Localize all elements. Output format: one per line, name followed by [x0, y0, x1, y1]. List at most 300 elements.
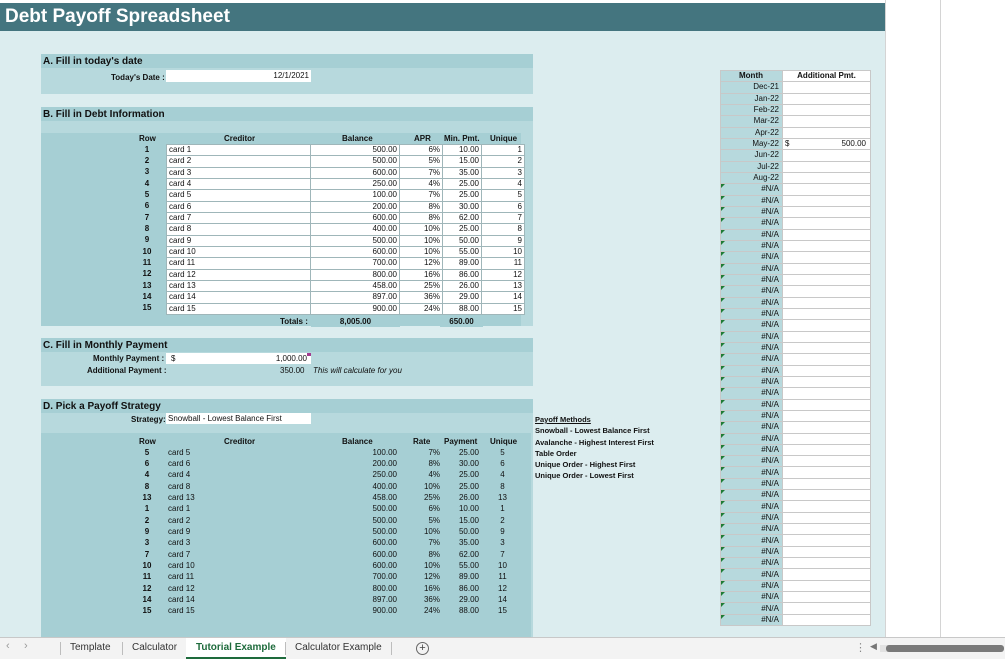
table-row: [128, 504, 524, 515]
creditor-cell[interactable]: card 15: [167, 303, 311, 314]
additional-pmt-cell[interactable]: [783, 229, 871, 240]
apr-cell[interactable]: 36%: [400, 292, 443, 303]
additional-pmt-cell[interactable]: [783, 501, 871, 512]
creditor-cell[interactable]: card 6: [167, 201, 311, 212]
table-row: [128, 492, 524, 503]
payoff-rate: 7%: [428, 538, 440, 548]
schedule-row: [721, 399, 871, 410]
additional-pmt-cell[interactable]: [783, 104, 871, 115]
additional-pmt-cell[interactable]: [783, 433, 871, 444]
horizontal-scrollbar-thumb[interactable]: [886, 645, 1004, 652]
payoff-creditor: card 11: [168, 572, 195, 582]
payoff-row-number: 13: [142, 492, 152, 502]
payoff-methods-heading: Payoff Methods: [535, 415, 591, 424]
table-row: [167, 167, 525, 178]
unique-cell[interactable]: 4: [482, 178, 525, 189]
debt-row-number-row: [128, 280, 166, 291]
payoff-rate: 8%: [428, 458, 440, 468]
payoff-method-item: Snowball - Lowest Balance First: [535, 426, 650, 436]
col-header-min-pmt: Min. Pmt.: [444, 134, 480, 143]
creditor-cell[interactable]: card 11: [167, 258, 311, 269]
balance-cell[interactable]: 500.00: [311, 235, 400, 246]
debt-row-number-row: [128, 167, 166, 178]
additional-pmt-cell[interactable]: [783, 116, 871, 127]
payoff-header-payment: Payment: [444, 437, 478, 446]
month-na-cell: #N/A: [721, 263, 783, 274]
debt-row-number: 2: [144, 155, 150, 165]
creditor-cell[interactable]: card 14: [167, 292, 311, 303]
balance-cell[interactable]: 458.00: [311, 280, 400, 291]
debt-row-number: 6: [144, 201, 150, 211]
payoff-row-number: 11: [142, 572, 152, 582]
schedule-row: [721, 456, 871, 467]
todays-date-input[interactable]: 12/1/2021: [166, 70, 311, 82]
month-cell: Jun-22: [721, 150, 783, 161]
additional-pmt-cell[interactable]: [783, 320, 871, 331]
apr-cell[interactable]: 4%: [400, 178, 443, 189]
payoff-header-unique: Unique: [490, 437, 518, 446]
additional-pmt-cell[interactable]: [783, 127, 871, 138]
month-cell: Aug-22: [721, 172, 783, 183]
tab-separator: [391, 642, 392, 655]
month-na-cell: #N/A: [721, 558, 783, 569]
additional-pmt-cell[interactable]: [783, 512, 871, 523]
min-pmt-cell[interactable]: 15.00: [443, 156, 482, 167]
apr-cell[interactable]: 10%: [400, 224, 443, 235]
creditor-cell[interactable]: card 13: [167, 280, 311, 291]
payoff-row-number: 2: [144, 515, 150, 525]
month-na-cell: #N/A: [721, 229, 783, 240]
payoff-creditor: card 13: [168, 492, 195, 502]
balance-cell[interactable]: 700.00: [311, 258, 400, 269]
month-cell: Feb-22: [721, 104, 783, 115]
schedule-row: [721, 467, 871, 478]
schedule-header-row: [721, 71, 871, 82]
min-pmt-cell[interactable]: 86.00: [443, 269, 482, 280]
payoff-balance: 600.00: [372, 538, 397, 548]
creditor-cell[interactable]: card 7: [167, 212, 311, 223]
payoff-payment: 25.00: [458, 481, 479, 491]
table-row: [128, 572, 524, 583]
additional-pmt-cell[interactable]: [783, 410, 871, 421]
total-min-payment: 650.00: [440, 316, 483, 327]
additional-pmt-cell[interactable]: [783, 93, 871, 104]
chevron-left-icon[interactable]: ‹: [6, 640, 10, 652]
balance-cell[interactable]: 500.00: [311, 156, 400, 167]
additional-pmt-cell[interactable]: [783, 240, 871, 251]
schedule-row: [721, 433, 871, 444]
additional-pmt-cell[interactable]: [783, 422, 871, 433]
schedule-row: [721, 365, 871, 376]
unique-cell[interactable]: 2: [482, 156, 525, 167]
payoff-balance: 500.00: [372, 526, 397, 536]
additional-pmt-cell[interactable]: [783, 342, 871, 353]
additional-pmt-cell[interactable]: [783, 614, 871, 625]
payoff-row-number: 8: [144, 481, 150, 491]
payoff-rate: 10%: [423, 560, 440, 570]
payoff-header-balance: Balance: [342, 437, 373, 446]
apr-cell[interactable]: 7%: [400, 190, 443, 201]
additional-pmt-cell[interactable]: [783, 569, 871, 580]
payoff-rate: 36%: [423, 594, 440, 604]
col-header-balance: Balance: [342, 134, 373, 143]
payoff-creditor: card 5: [168, 447, 191, 457]
additional-pmt-cell[interactable]: [783, 524, 871, 535]
creditor-cell[interactable]: card 2: [167, 156, 311, 167]
schedule-row: [721, 116, 871, 127]
min-pmt-cell[interactable]: 50.00: [443, 235, 482, 246]
debt-row-number-row: [128, 257, 166, 268]
min-pmt-cell[interactable]: 26.00: [443, 280, 482, 291]
payoff-payment: 15.00: [458, 515, 479, 525]
tab-calculator-example[interactable]: Calculator Example: [295, 642, 382, 653]
month-na-cell: #N/A: [721, 580, 783, 591]
apr-cell[interactable]: 6%: [400, 145, 443, 156]
month-na-cell: #N/A: [721, 252, 783, 263]
unique-cell[interactable]: 9: [482, 235, 525, 246]
debt-row-number-row: [128, 155, 166, 166]
balance-cell[interactable]: 600.00: [311, 212, 400, 223]
payoff-row-number: 15: [142, 606, 152, 616]
payoff-payment: 25.00: [458, 447, 479, 457]
month-na-cell: #N/A: [721, 603, 783, 614]
scroll-left-icon[interactable]: ◀: [870, 641, 877, 651]
additional-pmt-cell[interactable]: [783, 603, 871, 614]
additional-pmt-cell[interactable]: [783, 308, 871, 319]
schedule-row: [721, 184, 871, 195]
schedule-row: [721, 331, 871, 342]
payoff-creditor: card 12: [168, 583, 195, 593]
month-na-cell: #N/A: [721, 614, 783, 625]
gridline: [940, 0, 941, 637]
additional-pmt-cell[interactable]: [783, 467, 871, 478]
todays-date-label: Today's Date :: [111, 73, 165, 82]
table-row: [128, 515, 524, 526]
apr-cell[interactable]: 12%: [400, 258, 443, 269]
additional-pmt-cell[interactable]: [783, 218, 871, 229]
additional-pmt-cell[interactable]: [783, 376, 871, 387]
schedule-row: [721, 569, 871, 580]
payoff-unique: 1: [500, 504, 505, 514]
debt-row-number-row: [128, 303, 166, 314]
table-row: [167, 258, 525, 269]
table-row: [128, 583, 524, 594]
additional-pmt-cell[interactable]: [783, 206, 871, 217]
creditor-cell[interactable]: card 5: [167, 190, 311, 201]
unique-cell[interactable]: 7: [482, 212, 525, 223]
min-pmt-cell[interactable]: 25.00: [443, 178, 482, 189]
plus-circle-icon[interactable]: +: [416, 642, 429, 655]
payoff-row-number: 1: [144, 504, 150, 514]
additional-pmt-cell[interactable]: [783, 184, 871, 195]
min-pmt-cell[interactable]: 25.00: [443, 224, 482, 235]
payoff-payment: 62.00: [458, 549, 479, 559]
min-pmt-cell[interactable]: 35.00: [443, 167, 482, 178]
payoff-payment: 10.00: [458, 504, 479, 514]
unique-cell[interactable]: 11: [482, 258, 525, 269]
schedule-row: [721, 240, 871, 251]
additional-pmt-cell[interactable]: [783, 274, 871, 285]
month-na-cell: #N/A: [721, 535, 783, 546]
payoff-unique: 12: [498, 583, 507, 593]
creditor-cell[interactable]: card 9: [167, 235, 311, 246]
schedule-row: [721, 82, 871, 93]
month-na-cell: #N/A: [721, 422, 783, 433]
balance-cell[interactable]: 500.00: [311, 145, 400, 156]
payoff-payment: 29.00: [458, 594, 479, 604]
min-pmt-cell[interactable]: 88.00: [443, 303, 482, 314]
apr-cell[interactable]: 24%: [400, 303, 443, 314]
balance-cell[interactable]: 200.00: [311, 201, 400, 212]
tab-template[interactable]: Template: [70, 642, 111, 653]
min-pmt-cell[interactable]: 30.00: [443, 201, 482, 212]
payoff-creditor: card 3: [168, 538, 191, 548]
additional-pmt-cell[interactable]: [783, 456, 871, 467]
debt-row-number: 11: [142, 257, 152, 267]
payoff-balance: 500.00: [372, 515, 397, 525]
additional-pmt-cell[interactable]: [783, 161, 871, 172]
table-row: [128, 470, 524, 481]
schedule-row: [721, 229, 871, 240]
unique-cell[interactable]: 5: [482, 190, 525, 201]
balance-cell[interactable]: 600.00: [311, 167, 400, 178]
payoff-payment: 50.00: [458, 526, 479, 536]
additional-pmt-header: Additional Pmt.: [783, 71, 871, 82]
payment-schedule-table: [720, 70, 871, 626]
creditor-cell[interactable]: card 12: [167, 269, 311, 280]
unique-cell[interactable]: 10: [482, 246, 525, 257]
table-row: [167, 235, 525, 246]
month-na-cell: #N/A: [721, 195, 783, 206]
payoff-creditor: card 7: [168, 549, 191, 559]
monthly-payment-label: Monthly Payment :: [93, 354, 165, 363]
debt-row-number-row: [128, 212, 166, 223]
payoff-balance: 200.00: [372, 458, 397, 468]
additional-pmt-cell[interactable]: [783, 138, 871, 149]
debt-row-number: 3: [144, 167, 150, 177]
creditor-cell[interactable]: card 3: [167, 167, 311, 178]
month-na-cell: #N/A: [721, 308, 783, 319]
apr-cell[interactable]: 25%: [400, 280, 443, 291]
creditor-cell[interactable]: card 8: [167, 224, 311, 235]
payoff-balance: 900.00: [372, 606, 397, 616]
balance-cell[interactable]: 100.00: [311, 190, 400, 201]
debt-row-number-row: [128, 178, 166, 189]
payoff-unique: 8: [500, 481, 505, 491]
min-pmt-cell[interactable]: 29.00: [443, 292, 482, 303]
additional-pmt-cell[interactable]: [783, 535, 871, 546]
strategy-select[interactable]: Snowball - Lowest Balance First: [166, 413, 311, 424]
debt-row-numbers: [128, 144, 166, 314]
month-na-cell: #N/A: [721, 184, 783, 195]
balance-cell[interactable]: 800.00: [311, 269, 400, 280]
debt-row-number-row: [128, 246, 166, 257]
month-na-cell: #N/A: [721, 206, 783, 217]
month-na-cell: #N/A: [721, 274, 783, 285]
table-row: [167, 178, 525, 189]
schedule-row: [721, 320, 871, 331]
additional-pmt-cell[interactable]: [783, 331, 871, 342]
month-na-cell: #N/A: [721, 592, 783, 603]
table-row: [167, 280, 525, 291]
additional-pmt-cell[interactable]: [783, 580, 871, 591]
payoff-unique: 5: [500, 447, 505, 457]
additional-pmt-cell[interactable]: [783, 297, 871, 308]
creditor-cell[interactable]: card 1: [167, 145, 311, 156]
calculate-note: This will calculate for you: [313, 366, 402, 375]
month-na-cell: #N/A: [721, 388, 783, 399]
unique-cell[interactable]: 12: [482, 269, 525, 280]
additional-pmt-cell[interactable]: [783, 558, 871, 569]
chevron-right-icon[interactable]: ›: [24, 640, 28, 652]
payoff-balance: 100.00: [372, 447, 397, 457]
apr-cell[interactable]: 8%: [400, 212, 443, 223]
tab-tutorial-example[interactable]: Tutorial Example: [186, 638, 286, 659]
unique-cell[interactable]: 13: [482, 280, 525, 291]
payoff-rate: 8%: [428, 549, 440, 559]
payoff-unique: 6: [500, 458, 505, 468]
additional-pmt-cell[interactable]: [783, 252, 871, 263]
schedule-row: [721, 195, 871, 206]
payoff-unique: 15: [498, 606, 507, 616]
payoff-rate: 10%: [423, 526, 440, 536]
balance-cell[interactable]: 897.00: [311, 292, 400, 303]
additional-pmt-cell[interactable]: [783, 263, 871, 274]
payoff-payment: 35.00: [458, 538, 479, 548]
additional-pmt-cell[interactable]: [783, 490, 871, 501]
balance-cell[interactable]: 600.00: [311, 246, 400, 257]
additional-pmt-cell[interactable]: [783, 365, 871, 376]
min-pmt-cell[interactable]: 25.00: [443, 190, 482, 201]
payoff-unique: 2: [500, 515, 505, 525]
additional-pmt-cell[interactable]: [783, 478, 871, 489]
schedule-row: [721, 512, 871, 523]
section-c-heading: C. Fill in Monthly Payment: [43, 340, 168, 351]
additional-pmt-cell[interactable]: [783, 592, 871, 603]
balance-cell[interactable]: 400.00: [311, 224, 400, 235]
unique-cell[interactable]: 1: [482, 145, 525, 156]
payoff-unique: 7: [500, 549, 505, 559]
payoff-balance: 600.00: [372, 549, 397, 559]
additional-pmt-cell[interactable]: [783, 399, 871, 410]
min-pmt-cell[interactable]: 10.00: [443, 145, 482, 156]
creditor-cell[interactable]: card 4: [167, 178, 311, 189]
table-row: [167, 303, 525, 314]
month-na-cell: #N/A: [721, 399, 783, 410]
payoff-method-item: Unique Order - Highest First: [535, 460, 636, 470]
min-pmt-cell[interactable]: 62.00: [443, 212, 482, 223]
payoff-row-number: 3: [144, 538, 150, 548]
payoff-creditor: card 1: [168, 504, 191, 514]
payoff-row-number: 10: [142, 560, 152, 570]
monthly-payment-input[interactable]: [166, 353, 311, 364]
apr-cell[interactable]: 16%: [400, 269, 443, 280]
additional-pmt-cell[interactable]: [783, 195, 871, 206]
month-na-cell: #N/A: [721, 467, 783, 478]
month-cell: Dec-21: [721, 82, 783, 93]
comment-indicator: [307, 353, 311, 357]
col-header-unique: Unique: [490, 134, 518, 143]
debt-row-number: 5: [144, 189, 150, 199]
tab-calculator[interactable]: Calculator: [132, 642, 178, 653]
table-row: [128, 447, 524, 458]
payoff-creditor: card 14: [168, 594, 195, 604]
unique-cell[interactable]: 3: [482, 167, 525, 178]
payoff-creditor: card 2: [168, 515, 191, 525]
payoff-rate: 6%: [428, 504, 440, 514]
additional-pmt-cell[interactable]: [783, 388, 871, 399]
unique-cell[interactable]: 15: [482, 303, 525, 314]
payoff-creditor: card 10: [168, 560, 195, 570]
debt-row-number-row: [128, 291, 166, 302]
payoff-creditor: card 4: [168, 470, 191, 480]
more-options-icon[interactable]: ⋮: [855, 642, 866, 654]
total-balance: 8,005.00: [311, 316, 400, 327]
additional-pmt-cell[interactable]: [783, 286, 871, 297]
debt-row-number-row: [128, 201, 166, 212]
additional-pmt-cell[interactable]: [783, 172, 871, 183]
schedule-row: [721, 422, 871, 433]
payoff-payment: 30.00: [458, 458, 479, 468]
debt-row-number: 8: [144, 223, 150, 233]
payoff-order-table: [128, 447, 524, 617]
min-pmt-cell[interactable]: 55.00: [443, 246, 482, 257]
unique-cell[interactable]: 14: [482, 292, 525, 303]
strategy-label: Strategy:: [131, 415, 166, 424]
additional-pmt-cell[interactable]: [783, 82, 871, 93]
schedule-row: [721, 524, 871, 535]
schedule-row: [721, 535, 871, 546]
apr-cell[interactable]: 8%: [400, 201, 443, 212]
payoff-header-creditor: Creditor: [224, 437, 256, 446]
creditor-cell[interactable]: card 10: [167, 246, 311, 257]
unique-cell[interactable]: 8: [482, 224, 525, 235]
payoff-unique: 9: [500, 526, 505, 536]
section-b-heading: B. Fill in Debt Information: [43, 109, 165, 120]
apr-cell[interactable]: 10%: [400, 235, 443, 246]
balance-cell[interactable]: 900.00: [311, 303, 400, 314]
table-row: [128, 560, 524, 571]
table-row: [167, 145, 525, 156]
min-pmt-cell[interactable]: 89.00: [443, 258, 482, 269]
payoff-balance: 500.00: [372, 504, 397, 514]
additional-pmt-cell[interactable]: [783, 444, 871, 455]
debt-row-number: 14: [142, 291, 152, 301]
additional-pmt-cell[interactable]: [783, 150, 871, 161]
month-na-cell: #N/A: [721, 376, 783, 387]
table-row: [167, 269, 525, 280]
month-na-cell: #N/A: [721, 524, 783, 535]
apr-cell[interactable]: 7%: [400, 167, 443, 178]
schedule-row: [721, 546, 871, 557]
balance-cell[interactable]: 250.00: [311, 178, 400, 189]
unique-cell[interactable]: 6: [482, 201, 525, 212]
apr-cell[interactable]: 5%: [400, 156, 443, 167]
additional-pmt-cell[interactable]: [783, 546, 871, 557]
additional-pmt-cell[interactable]: [783, 354, 871, 365]
apr-cell[interactable]: 10%: [400, 246, 443, 257]
payoff-unique: 11: [498, 572, 507, 582]
debt-row-number: 12: [142, 269, 152, 279]
currency-symbol: $: [785, 139, 790, 149]
table-row: [167, 212, 525, 223]
table-row: [128, 538, 524, 549]
schedule-row: [721, 592, 871, 603]
month-na-cell: #N/A: [721, 490, 783, 501]
debt-row-number-row: [128, 223, 166, 234]
gridline: [885, 0, 886, 637]
payoff-row-number: 14: [142, 594, 152, 604]
